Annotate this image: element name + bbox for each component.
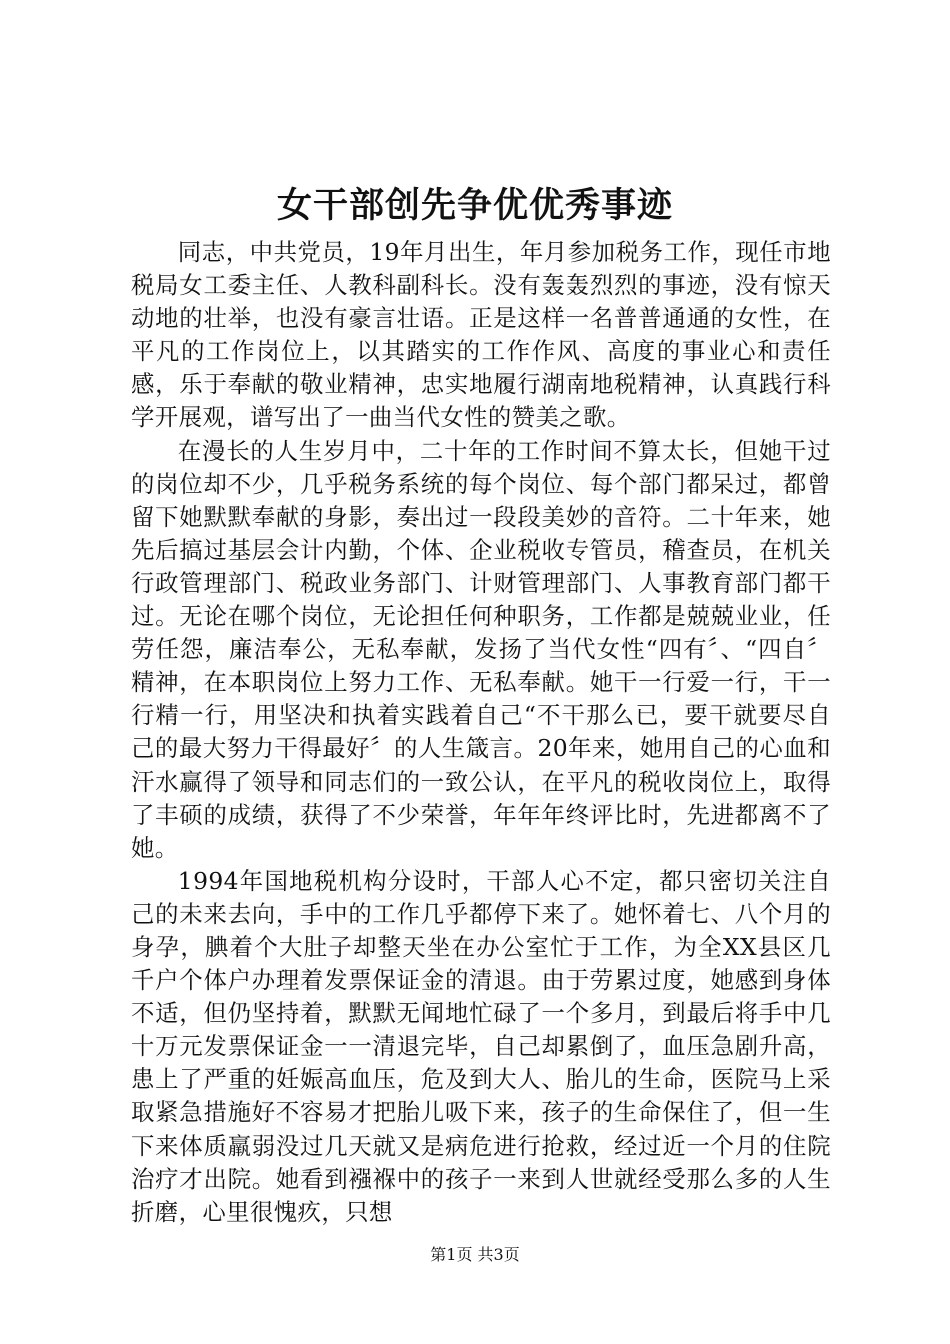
page-title: 女干部创先争优优秀事迹	[276, 185, 673, 226]
paragraph-3: 1994年国地税机构分设时，干部人心不定，都只密切关注自己的未来去向，手中的工作几乎都停下来了。她怀着七、八个月的身孕，腆着个大肚子却整天坐在办公室忙于工作，为全XX县区几千户个体户办理着发票保证金的清退。由于劳累过度，她感到身体不适，但仍坚持着，默默无闻地忙碌了一个多月，到最后将手中几十万元发票保证金一一清退完毕，自己却累倒了，血压急剧升高，患上了严重的妊娠高血压，危及到大人、胎儿的生命，医院马上采取紧急措施好不容易才把胎儿吸下来，孩子的生命保住了，但一生下来体质羸弱没过几天就又是病危进行抢救，经过近一个月的住院治疗才出院。她看到襁褓中的孩子一来到人世就经受那么多的人生折磨，心里很愧疚，只想	[131, 866, 831, 1226]
paragraph-2: 在漫长的人生岁月中，二十年的工作时间不算太长，但她干过的岗位却不少，几乎税务系统的每个岗位、每个部门都呆过，都曾留下她默默奉献的身影，奏出过一段段美妙的音符。二十年来，她先后搞过基层会计内勤，个体、企业税收专管员，稽查员，在机关行政管理部门、税政业务部门、计财管理部门、人事教育部门都干过。无论在哪个岗位，无论担任何种职务，工作都是兢兢业业，任劳任怨，廉洁奉公，无私奉献，发扬了当代女性“四有〞、“四自〞精神，在本职岗位上努力工作、无私奉献。她干一行爱一行，干一行精一行，用坚决和执着实践着自己“不干那么已，要干就要尽自己的最大努力干得最好〞的人生箴言。20年来，她用自己的心血和汗水赢得了领导和同志们的一致公认，在平凡的税收岗位上，取得了丰硕的成绩，获得了不少荣誉，年年年终评比时，先进都离不了她。	[131, 436, 831, 862]
page-footer: 第1页 共3页	[430, 1245, 520, 1264]
paragraph-1: 同志，中共党员，19年月出生，年月参加税务工作，现任市地税局女工委主任、人教科副科长。没有轰轰烈烈的事迹，没有惊天动地的壮举，也没有豪言壮语。正是这样一名普普通通的女性，在平凡的工作岗位上，以其踏实的工作作风、高度的事业心和责任感，乐于奉献的敬业精神，忠实地履行湖南地税精神，认真践行科学开展观，谱写出了一曲当代女性的赞美之歌。	[131, 238, 831, 432]
article-body	[131, 236, 831, 1229]
